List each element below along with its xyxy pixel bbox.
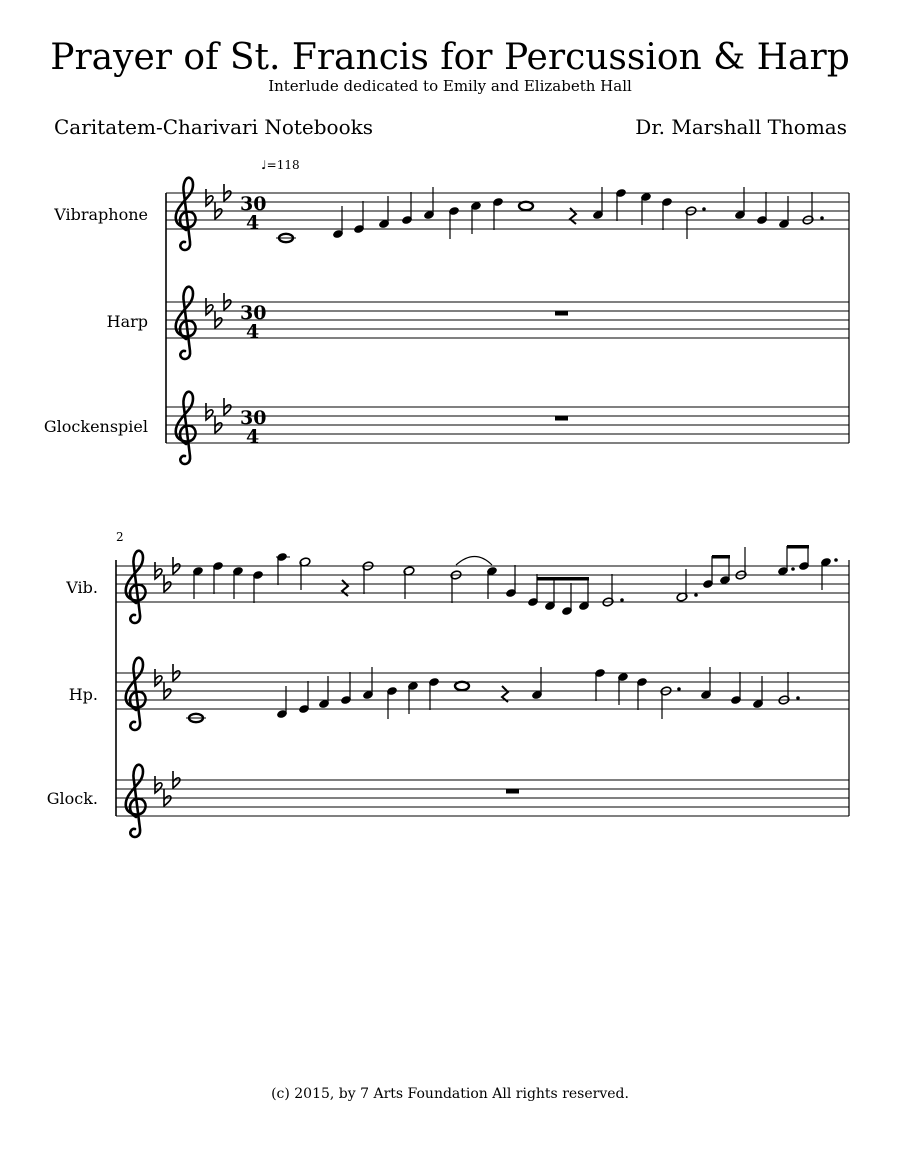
treble-clef-icon: [126, 658, 146, 730]
time-sig-beats: 30: [240, 193, 267, 215]
staff-label: Glock.: [46, 789, 98, 808]
beam: [787, 545, 809, 549]
beam: [712, 555, 730, 559]
treble-clef-icon: [176, 178, 196, 250]
staff-vib: [65, 545, 849, 623]
whole-rest-icon: [555, 311, 568, 316]
staff-vibraphone: [53, 178, 849, 250]
measure-number: 2: [116, 530, 124, 544]
staff-label: Harp: [106, 312, 148, 331]
slur: [456, 557, 492, 566]
staff-label: Hp.: [68, 685, 98, 704]
time-sig-unit: 4: [246, 321, 260, 343]
quarter-rest-icon: [570, 208, 576, 224]
tempo-marking: ♩=118: [261, 158, 300, 172]
time-sig-beats: 30: [240, 407, 267, 429]
treble-clef-icon: [126, 551, 146, 623]
treble-clef-icon: [176, 392, 196, 464]
collection-name: Caritatem-Charivari Notebooks: [54, 115, 374, 139]
vib-notes: [192, 545, 838, 616]
staff-glockenspiel: [44, 392, 849, 464]
whole-rest-icon: [555, 416, 568, 421]
score-title: Prayer of St. Francis for Percussion & Harp: [50, 37, 850, 78]
time-sig-unit: 4: [246, 426, 260, 448]
staff-glock: [47, 765, 849, 837]
time-sig-beats: 30: [240, 302, 267, 324]
quarter-rest-icon: [342, 580, 348, 596]
copyright-notice: (c) 2015, by 7 Arts Foundation All rights reserved.: [271, 1086, 629, 1102]
staff-label: Vib.: [66, 578, 98, 597]
composer-name: Dr. Marshall Thomas: [635, 115, 847, 139]
hp-notes: [186, 667, 800, 722]
whole-rest-icon: [506, 789, 519, 794]
staff-label: Glockenspiel: [43, 417, 148, 436]
system-1: [44, 158, 849, 464]
system-2: [47, 530, 849, 837]
score-subtitle: Interlude dedicated to Emily and Elizabeth Hall: [268, 77, 632, 95]
staff-label: Vibraphone: [54, 205, 148, 224]
staff-harp: [107, 287, 849, 359]
staff-hp: [69, 658, 849, 730]
treble-clef-icon: [126, 765, 146, 837]
vibraphone-notes: [276, 187, 824, 242]
time-sig-unit: 4: [246, 212, 260, 234]
beam: [537, 577, 589, 581]
quarter-note-icon: ♩: [261, 158, 267, 172]
treble-clef-icon: [176, 287, 196, 359]
